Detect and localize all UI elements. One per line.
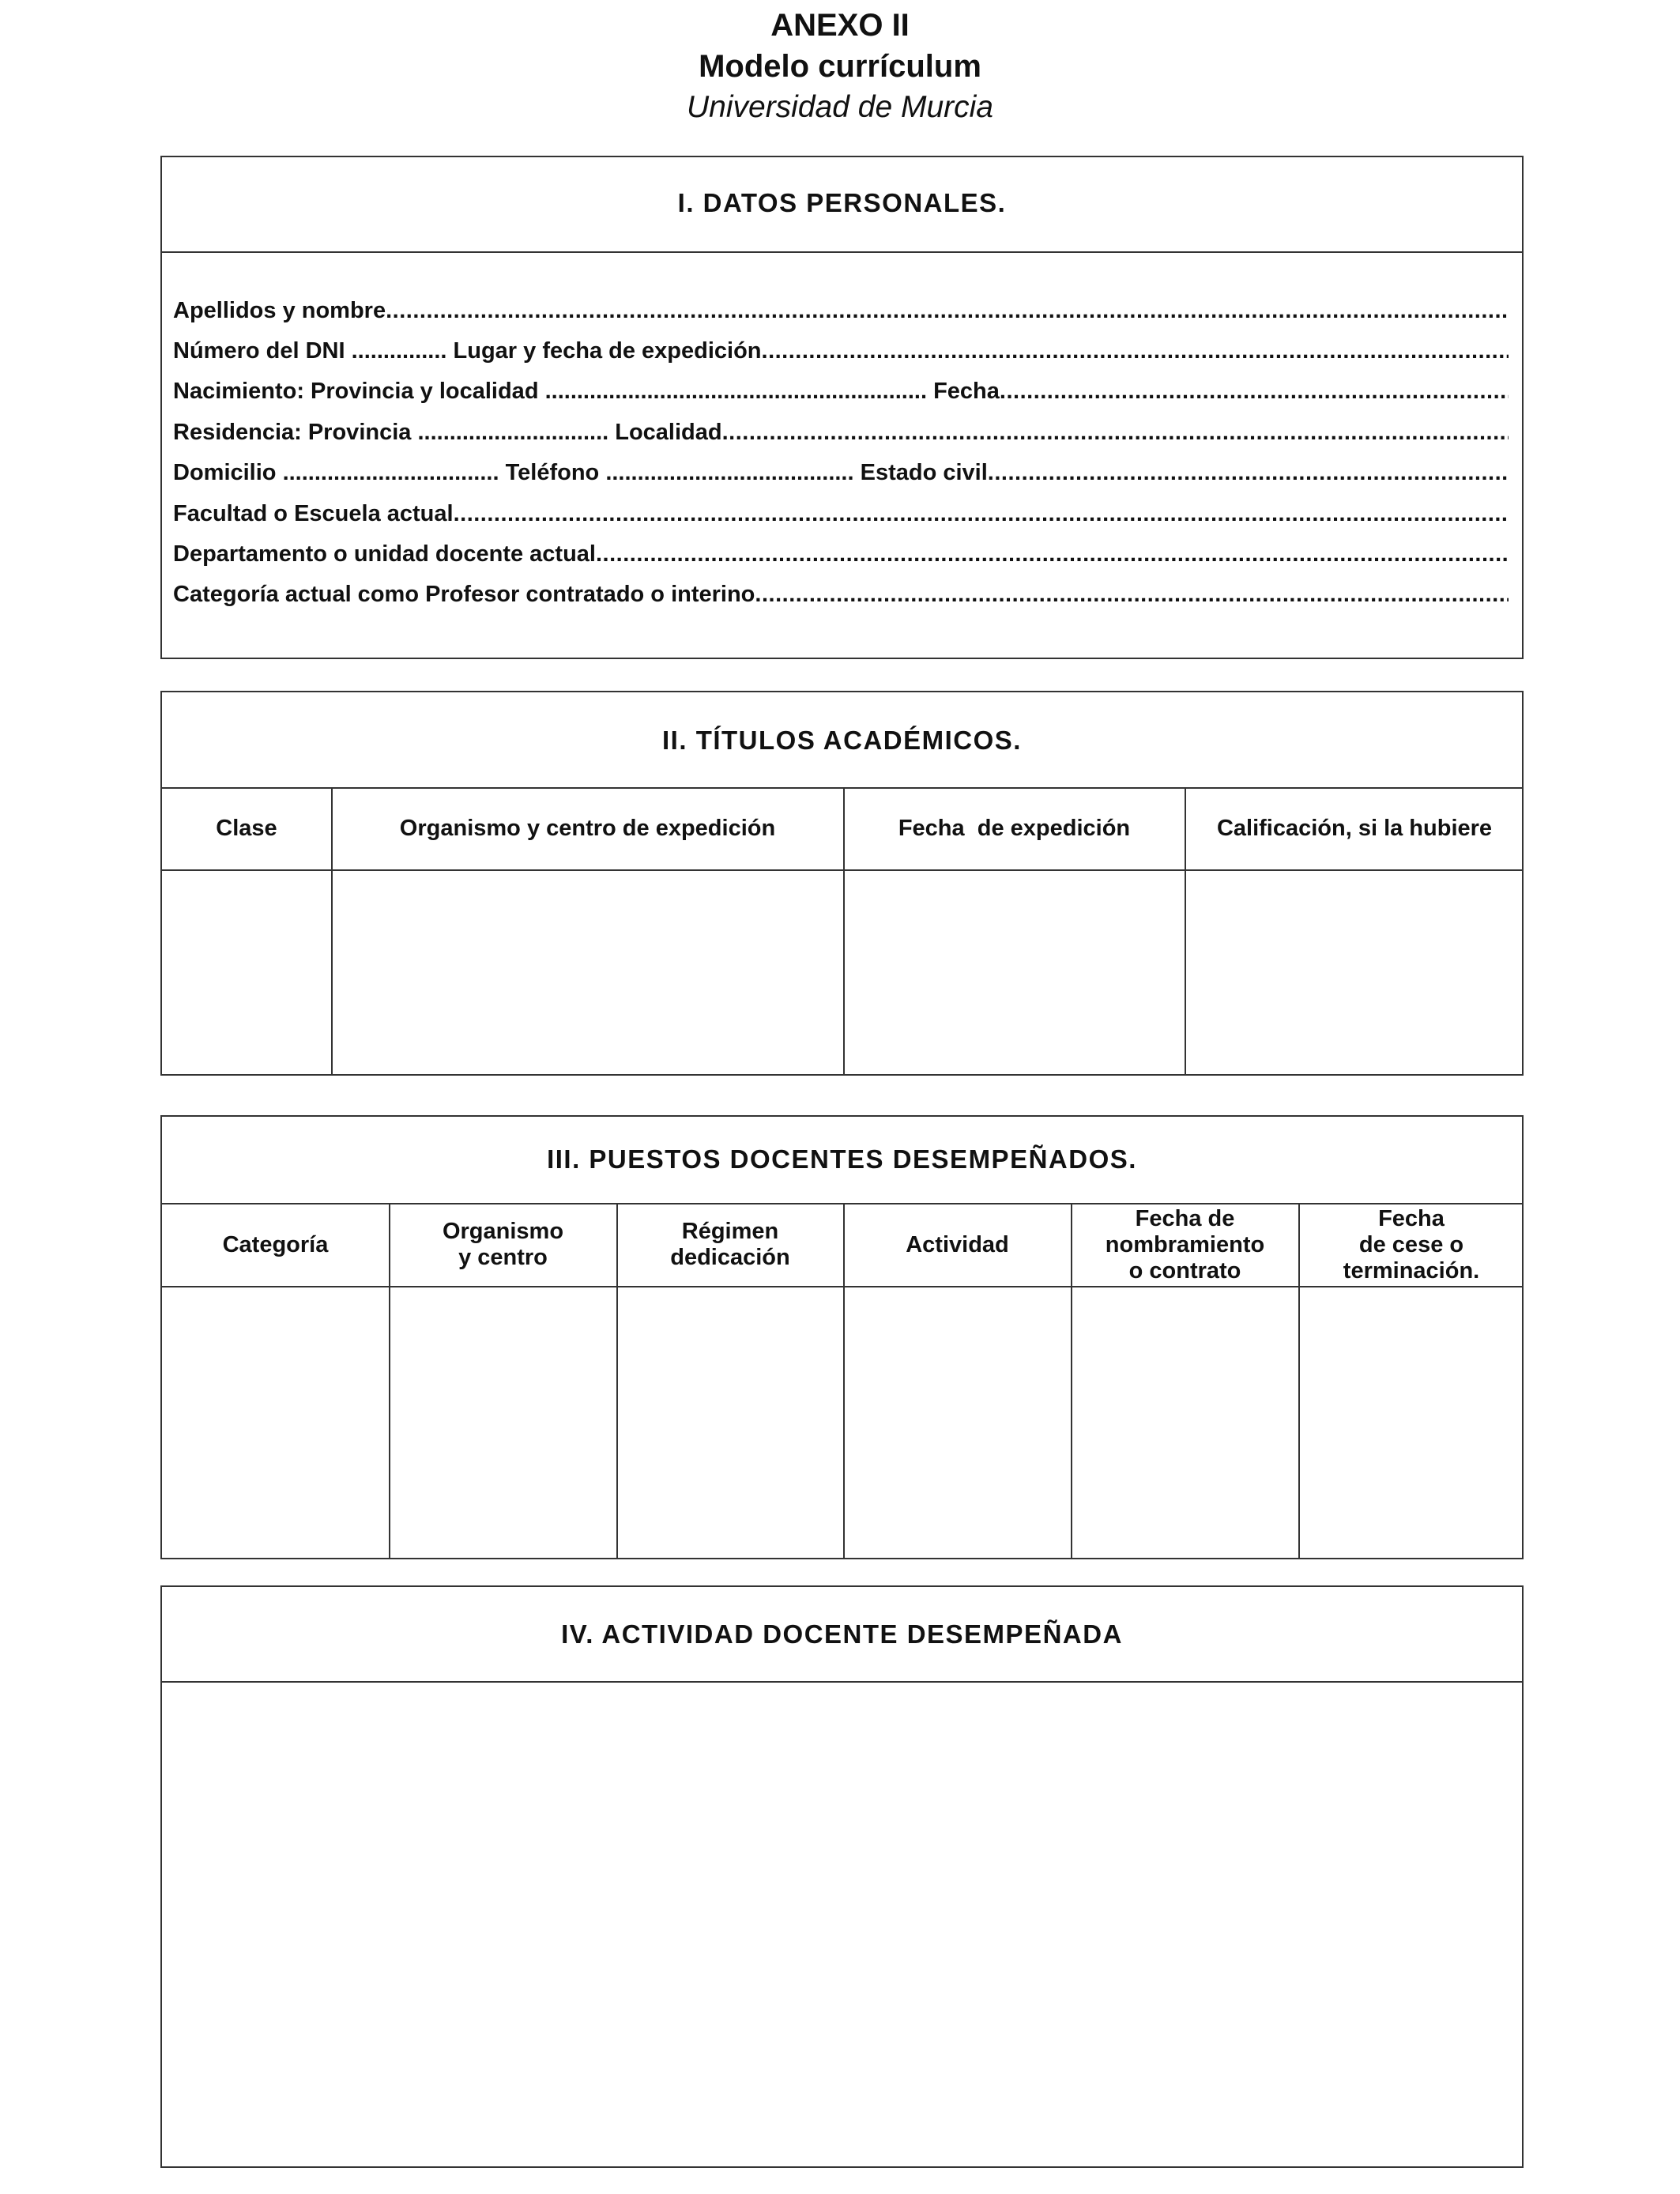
- section-actividad-docente: [160, 1585, 1524, 2168]
- column-header-regimen: Régimen dedicación: [670, 1219, 790, 1270]
- table-cell-fecha-cese[interactable]: [1300, 1287, 1522, 1558]
- fill-line: ..............................: [411, 420, 616, 445]
- annex-title: ANEXO II: [770, 8, 910, 43]
- divider: [162, 251, 1522, 253]
- field-label: Lugar y fecha de expedición: [453, 338, 762, 364]
- section-title: III. PUESTOS DOCENTES DESEMPEÑADOS.: [547, 1144, 1137, 1174]
- table-cell-categoria[interactable]: [162, 1287, 388, 1558]
- field-apellidos-nombre[interactable]: [173, 292, 1509, 329]
- fill-line: [762, 333, 1509, 369]
- fill-line: [755, 576, 1509, 613]
- field-departamento-row[interactable]: [173, 536, 1509, 572]
- document-title: Modelo currículum: [699, 49, 981, 84]
- field-label: Nacimiento: Provincia y localidad: [173, 379, 539, 404]
- table-cell-regimen[interactable]: [618, 1287, 842, 1558]
- column-header-fecha-nombramiento: Fecha de nombramiento o contrato: [1105, 1205, 1265, 1284]
- column-header-actividad: Actividad: [906, 1231, 1009, 1257]
- table-cell-clase[interactable]: [162, 871, 330, 1074]
- column-header-organismo: Organismo y centro de expedición: [399, 816, 776, 841]
- section-title: IV. ACTIVIDAD DOCENTE DESEMPEÑADA: [561, 1619, 1123, 1649]
- field-domicilio-row[interactable]: [173, 454, 1509, 491]
- field-label: Residencia: Provincia: [173, 420, 412, 445]
- fill-line: [454, 496, 1509, 532]
- field-label: Número del DNI: [173, 338, 345, 364]
- free-text-area[interactable]: [162, 1683, 1522, 2166]
- column-header-fecha-cese: Fecha de cese o terminación.: [1343, 1205, 1480, 1284]
- field-label: Apellidos y nombre: [173, 298, 386, 323]
- column-header-calificacion: Calificación, si la hubiere: [1216, 816, 1493, 841]
- table-cell-fecha-nombramiento[interactable]: [1072, 1287, 1298, 1558]
- fill-line: ...............: [345, 338, 454, 364]
- field-facultad-row[interactable]: [173, 496, 1509, 532]
- field-label: Teléfono: [505, 460, 600, 485]
- field-label: Categoría actual como Profesor contratado o interino: [173, 582, 755, 607]
- section-title: II. TÍTULOS ACADÉMICOS.: [662, 726, 1022, 755]
- column-header-categoria: Categoría: [222, 1231, 329, 1257]
- table-cell-organismo[interactable]: [333, 871, 842, 1074]
- fill-line: [1000, 373, 1509, 409]
- fill-line: [386, 292, 1509, 329]
- field-dni-row[interactable]: [173, 333, 1509, 369]
- section-titulos-academicos: [160, 691, 1524, 1076]
- fill-line: [722, 414, 1509, 450]
- field-residencia-row[interactable]: [173, 414, 1509, 450]
- table-cell-organismo[interactable]: [390, 1287, 616, 1558]
- field-label: Departamento o unidad docente actual: [173, 541, 596, 567]
- column-header-organismo: Organismo y centro: [442, 1219, 564, 1270]
- section-title: I. DATOS PERSONALES.: [677, 188, 1007, 217]
- column-header-fecha: Fecha de expedición: [898, 816, 1131, 841]
- fill-line: [988, 454, 1509, 491]
- field-label: Fecha: [933, 379, 1000, 404]
- table-cell-fecha[interactable]: [845, 871, 1184, 1074]
- field-label: Estado civil: [860, 460, 988, 485]
- fill-line: ..................................: [276, 460, 506, 485]
- field-nacimiento-row[interactable]: [173, 373, 1509, 409]
- fill-line: [596, 536, 1509, 572]
- table-cell-calificacion[interactable]: [1186, 871, 1522, 1074]
- field-label: Facultad o Escuela actual: [173, 501, 454, 526]
- section-puestos-docentes: [160, 1115, 1524, 1559]
- fill-line: .......................................: [599, 460, 861, 485]
- field-label: Domicilio: [173, 460, 277, 485]
- university-name: Universidad de Murcia: [686, 90, 993, 124]
- column-header-clase: Clase: [216, 816, 277, 841]
- field-label: Localidad: [615, 420, 722, 445]
- fill-line: ............................................................: [538, 379, 934, 404]
- field-categoria-row[interactable]: [173, 576, 1509, 613]
- table-cell-actividad[interactable]: [845, 1287, 1070, 1558]
- section-datos-personales: [160, 156, 1524, 659]
